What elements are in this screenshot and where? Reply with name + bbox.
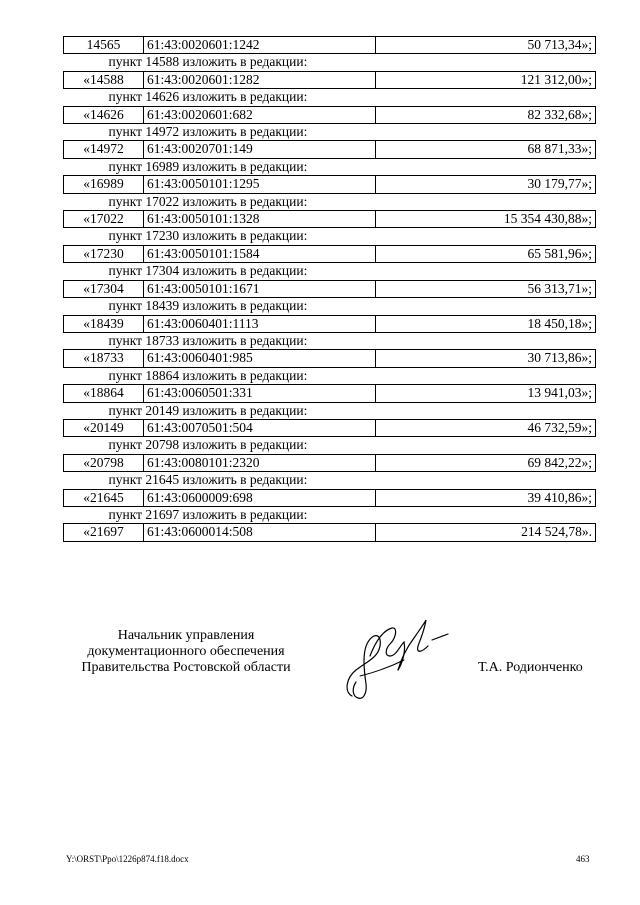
- cadastral-value-cell: 65 581,96»;: [376, 245, 596, 262]
- table-row: [64, 524, 596, 541]
- item-number-cell: «17304: [64, 280, 144, 297]
- table-row: [64, 106, 596, 123]
- cadastral-value-cell: 13 941,03»;: [376, 385, 596, 402]
- cadastral-value-cell: 18 450,18»;: [376, 315, 596, 332]
- cadastral-number-cell: 61:43:0060501:331: [144, 385, 376, 402]
- item-number-cell: «14588: [64, 71, 144, 88]
- cadastral-number-cell: 61:43:0050101:1584: [144, 245, 376, 262]
- cadastral-value-cell: 50 713,34»;: [376, 37, 596, 54]
- amendment-header-text: пункт 20798 изложить в редакции:: [108, 437, 308, 453]
- table-row: [64, 176, 596, 193]
- cadastral-number-cell: 61:43:0060401:985: [144, 350, 376, 367]
- item-number-cell: «21697: [64, 524, 144, 541]
- cadastral-number-cell: 61:43:0020601:1282: [144, 71, 376, 88]
- item-number-cell: «14626: [64, 106, 144, 123]
- amendment-header-text: пункт 21697 изложить в редакции:: [108, 506, 308, 522]
- cadastral-number-cell: 61:43:0080101:2320: [144, 454, 376, 471]
- amendment-header-text: пункт 14626 изложить в редакции:: [108, 89, 308, 105]
- table-row: [64, 141, 596, 158]
- amendment-header-row: [64, 506, 596, 523]
- cadastral-value-cell: 56 313,71»;: [376, 280, 596, 297]
- table-row: [64, 419, 596, 436]
- amendment-header-text: пункт 17230 изложить в редакции:: [108, 228, 308, 244]
- amendment-header-text: пункт 17022 изложить в редакции:: [108, 193, 308, 209]
- amendment-header-row: [64, 437, 596, 454]
- cadastral-number-cell: 61:43:0050101:1328: [144, 211, 376, 228]
- amendment-header-row: [64, 54, 596, 71]
- item-number-cell: «18733: [64, 350, 144, 367]
- cadastral-number-cell: 61:43:0600009:698: [144, 489, 376, 506]
- amendment-header-text: пункт 20149 изложить в редакции:: [108, 402, 308, 418]
- cadastral-number-cell: 61:43:0020701:149: [144, 141, 376, 158]
- cadastral-value-cell: 15 354 430,88»;: [376, 211, 596, 228]
- amendment-header-row: [64, 402, 596, 419]
- cadastral-value-cell: 69 842,22»;: [376, 454, 596, 471]
- amendment-header-text: пункт 18864 изложить в редакции:: [108, 367, 308, 383]
- amendment-header-row: [64, 472, 596, 489]
- cadastral-value-cell: 121 312,00»;: [376, 71, 596, 88]
- signatory-title-line: документационного обеспечения: [87, 644, 285, 659]
- cadastral-number-cell: 61:43:0050101:1671: [144, 280, 376, 297]
- cadastral-value-cell: 39 410,86»;: [376, 489, 596, 506]
- cadastral-value-cell: 46 732,59»;: [376, 419, 596, 436]
- item-number-cell: «20149: [64, 419, 144, 436]
- item-number-cell: «17230: [64, 245, 144, 262]
- table-row: [64, 350, 596, 367]
- signatory-title-line: Начальник управления: [117, 628, 255, 643]
- table-row: [64, 71, 596, 88]
- table-row: [64, 489, 596, 506]
- item-number-cell: «18864: [64, 385, 144, 402]
- cadastral-value-cell: 214 524,78».: [376, 524, 596, 541]
- amendment-header-text: пункт 21645 изложить в редакции:: [108, 472, 308, 488]
- table-row: [64, 385, 596, 402]
- item-number-cell: «16989: [64, 176, 144, 193]
- amendment-header-row: [64, 298, 596, 315]
- amendment-header-text: пункт 18733 изложить в редакции:: [108, 332, 308, 348]
- amendment-header-row: [64, 89, 596, 106]
- amendment-header-row: [64, 158, 596, 175]
- item-number-cell: «17022: [64, 211, 144, 228]
- item-number-cell: «21645: [64, 489, 144, 506]
- item-number-cell: «14972: [64, 141, 144, 158]
- cadastral-value-cell: 30 179,77»;: [376, 176, 596, 193]
- cadastral-number-cell: 61:43:0020601:682: [144, 106, 376, 123]
- amendment-header-row: [64, 124, 596, 141]
- table-row: [64, 37, 596, 54]
- table-row: [64, 280, 596, 297]
- amendment-header-text: пункт 17304 изложить в редакции:: [108, 263, 308, 279]
- item-number-cell: «20798: [64, 454, 144, 471]
- cadastral-number-cell: 61:43:0600014:508: [144, 524, 376, 541]
- handwritten-signature: [340, 612, 450, 704]
- amendment-header-text: пункт 14588 изложить в редакции:: [108, 54, 308, 70]
- cadastral-number-cell: 61:43:0070501:504: [144, 419, 376, 436]
- item-number-cell: «18439: [64, 315, 144, 332]
- cadastral-value-cell: 30 713,86»;: [376, 350, 596, 367]
- amendment-header-row: [64, 332, 596, 349]
- cadastral-number-cell: 61:43:0060401:1113: [144, 315, 376, 332]
- signatory-name: Т.А. Родионченко: [478, 660, 583, 675]
- amendment-header-row: [64, 263, 596, 280]
- amendment-header-text: пункт 18439 изложить в редакции:: [108, 298, 308, 314]
- cadastral-value-cell: 82 332,68»;: [376, 106, 596, 123]
- table-row: [64, 245, 596, 262]
- item-number-cell: 14565: [64, 37, 144, 54]
- amendment-header-row: [64, 367, 596, 384]
- amendment-header-text: пункт 14972 изложить в редакции:: [108, 124, 308, 140]
- cadastral-value-cell: 68 871,33»;: [376, 141, 596, 158]
- signatory-title-line: Правительства Ростовской области: [81, 660, 291, 675]
- page-number: 463: [576, 854, 590, 864]
- table-row: [64, 454, 596, 471]
- table-row: [64, 211, 596, 228]
- signatory-title: [62, 628, 310, 676]
- table-row: [64, 315, 596, 332]
- cadastral-number-cell: 61:43:0050101:1295: [144, 176, 376, 193]
- footer-file-path: Y:\ORST\Ppo\1226p874.f18.docx: [66, 854, 189, 864]
- amendment-header-row: [64, 193, 596, 210]
- amendments-table: [63, 36, 596, 542]
- amendment-header-text: пункт 16989 изложить в редакции:: [108, 158, 308, 174]
- cadastral-number-cell: 61:43:0020601:1242: [144, 37, 376, 54]
- amendment-header-row: [64, 228, 596, 245]
